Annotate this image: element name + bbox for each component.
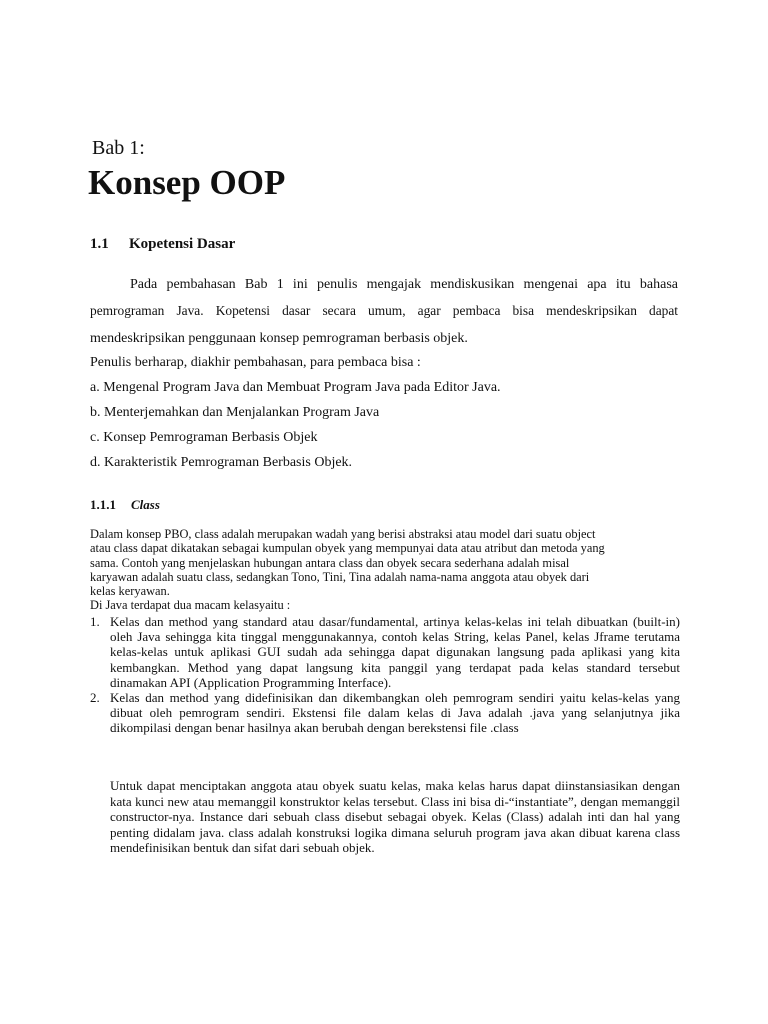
section-number: 1.1 (90, 236, 109, 252)
section-title: Kopetensi Dasar (129, 236, 236, 252)
goal-item-c: c. Konsep Pemrograman Berbasis Objek (90, 430, 318, 445)
class-body-line: karyawan adalah suatu class, sedangkan Tono, Tini, Tina adalah nama-nama anggota atau obyek dari (90, 569, 590, 584)
subsection-title: Class (131, 497, 160, 512)
class-body-line: Di Java terdapat dua macam kelasyaitu : (90, 598, 291, 613)
goal-item-a: a. Mengenal Program Java dan Membuat Program Java pada Editor Java. (90, 380, 501, 395)
list-item (90, 690, 680, 736)
list-item-number: 2. (90, 690, 100, 706)
intro-line-1: Pada pembahasan Bab 1 ini penulis mengajak mendiskusikan mengenai apa itu bahasa (130, 277, 678, 292)
class-body-line: kelas keryawan. (90, 584, 170, 599)
goal-item-d: d. Karakteristik Pemrograman Berbasis Objek. (90, 455, 353, 470)
chapter-label: Bab 1: (92, 137, 145, 159)
intro-line-2: pemrograman Java. Kopetensi dasar secara umum, agar pembaca bisa mendeskripsikan dapat (90, 303, 678, 318)
class-types-list (90, 614, 680, 736)
list-item-text: Kelas dan method yang didefinisikan dan dikembangkan oleh pemrogram sendiri yaitu kelas-kelas yang dibuat oleh pemrogram sendiri. Ekstensi file dalam kelas di Java adalah .java yang selanjutnya jika dikompilasi dengan benar hasilnya akan berubah dengan berekstensi file .class (110, 690, 680, 736)
list-item-number: 1. (90, 614, 100, 629)
class-body-line: Dalam konsep PBO, class adalah merupakan wadah yang berisi abstraksi atau model dari suatu object (90, 527, 596, 541)
class-body-line: atau class dapat dikatakan sebagai kumpulan obyek yang mempunyai data atau atribut dan metoda yang (90, 541, 605, 556)
chapter-title: Konsep OOP (88, 163, 286, 202)
class-body-line: sama. Contoh yang menjelaskan hubungan antara class dan obyek secara sederhana adalah misal (90, 555, 570, 570)
list-item (90, 614, 680, 690)
goal-item-b: b. Menterjemahkan dan Menjalankan Program Java (90, 405, 380, 420)
list-item-text: Kelas dan method yang standard atau dasar/fundamental, artinya kelas-kelas ini telah dibuatkan (built-in) oleh Java sehingga kita tinggal menggunakannya, contoh kelas String, kelas Panel, kelas Jframe terutama kelas-kelas untuk aplikasi GUI sudah ada sehingga dapat digunakan langsung pada aplikasi yang kita kembangkan. Method yang dapat langsung kita panggil yang terdapat pada kelas standard tersebut dinamakan API (Application Programming Interface). (110, 614, 680, 690)
closing-paragraph: Untuk dapat menciptakan anggota atau obyek suatu kelas, maka kelas harus dapat diinstansiasikan dengan kata kunci new atau memanggil konstruktor kelas tersebut. Class ini bisa di-“instantiate”, dengan memanggil constructor-nya. Instance dari sebuah class disebut sebagai obyek. Kelas (Class) adalah inti dan hal yang penting didalam java. class adalah konstruksi logika dimana seluruh program java akan dibuat karena class mendefinisikan bentuk dan sifat dari sebuah objek. (110, 778, 680, 856)
class-body (90, 527, 680, 613)
subsection-number: 1.1.1 (90, 497, 116, 512)
goals-lead: Penulis berharap, diakhir pembahasan, para pembaca bisa : (90, 355, 421, 370)
intro-line-3: mendeskripsikan penggunaan konsep pemrograman berbasis objek. (90, 331, 468, 346)
